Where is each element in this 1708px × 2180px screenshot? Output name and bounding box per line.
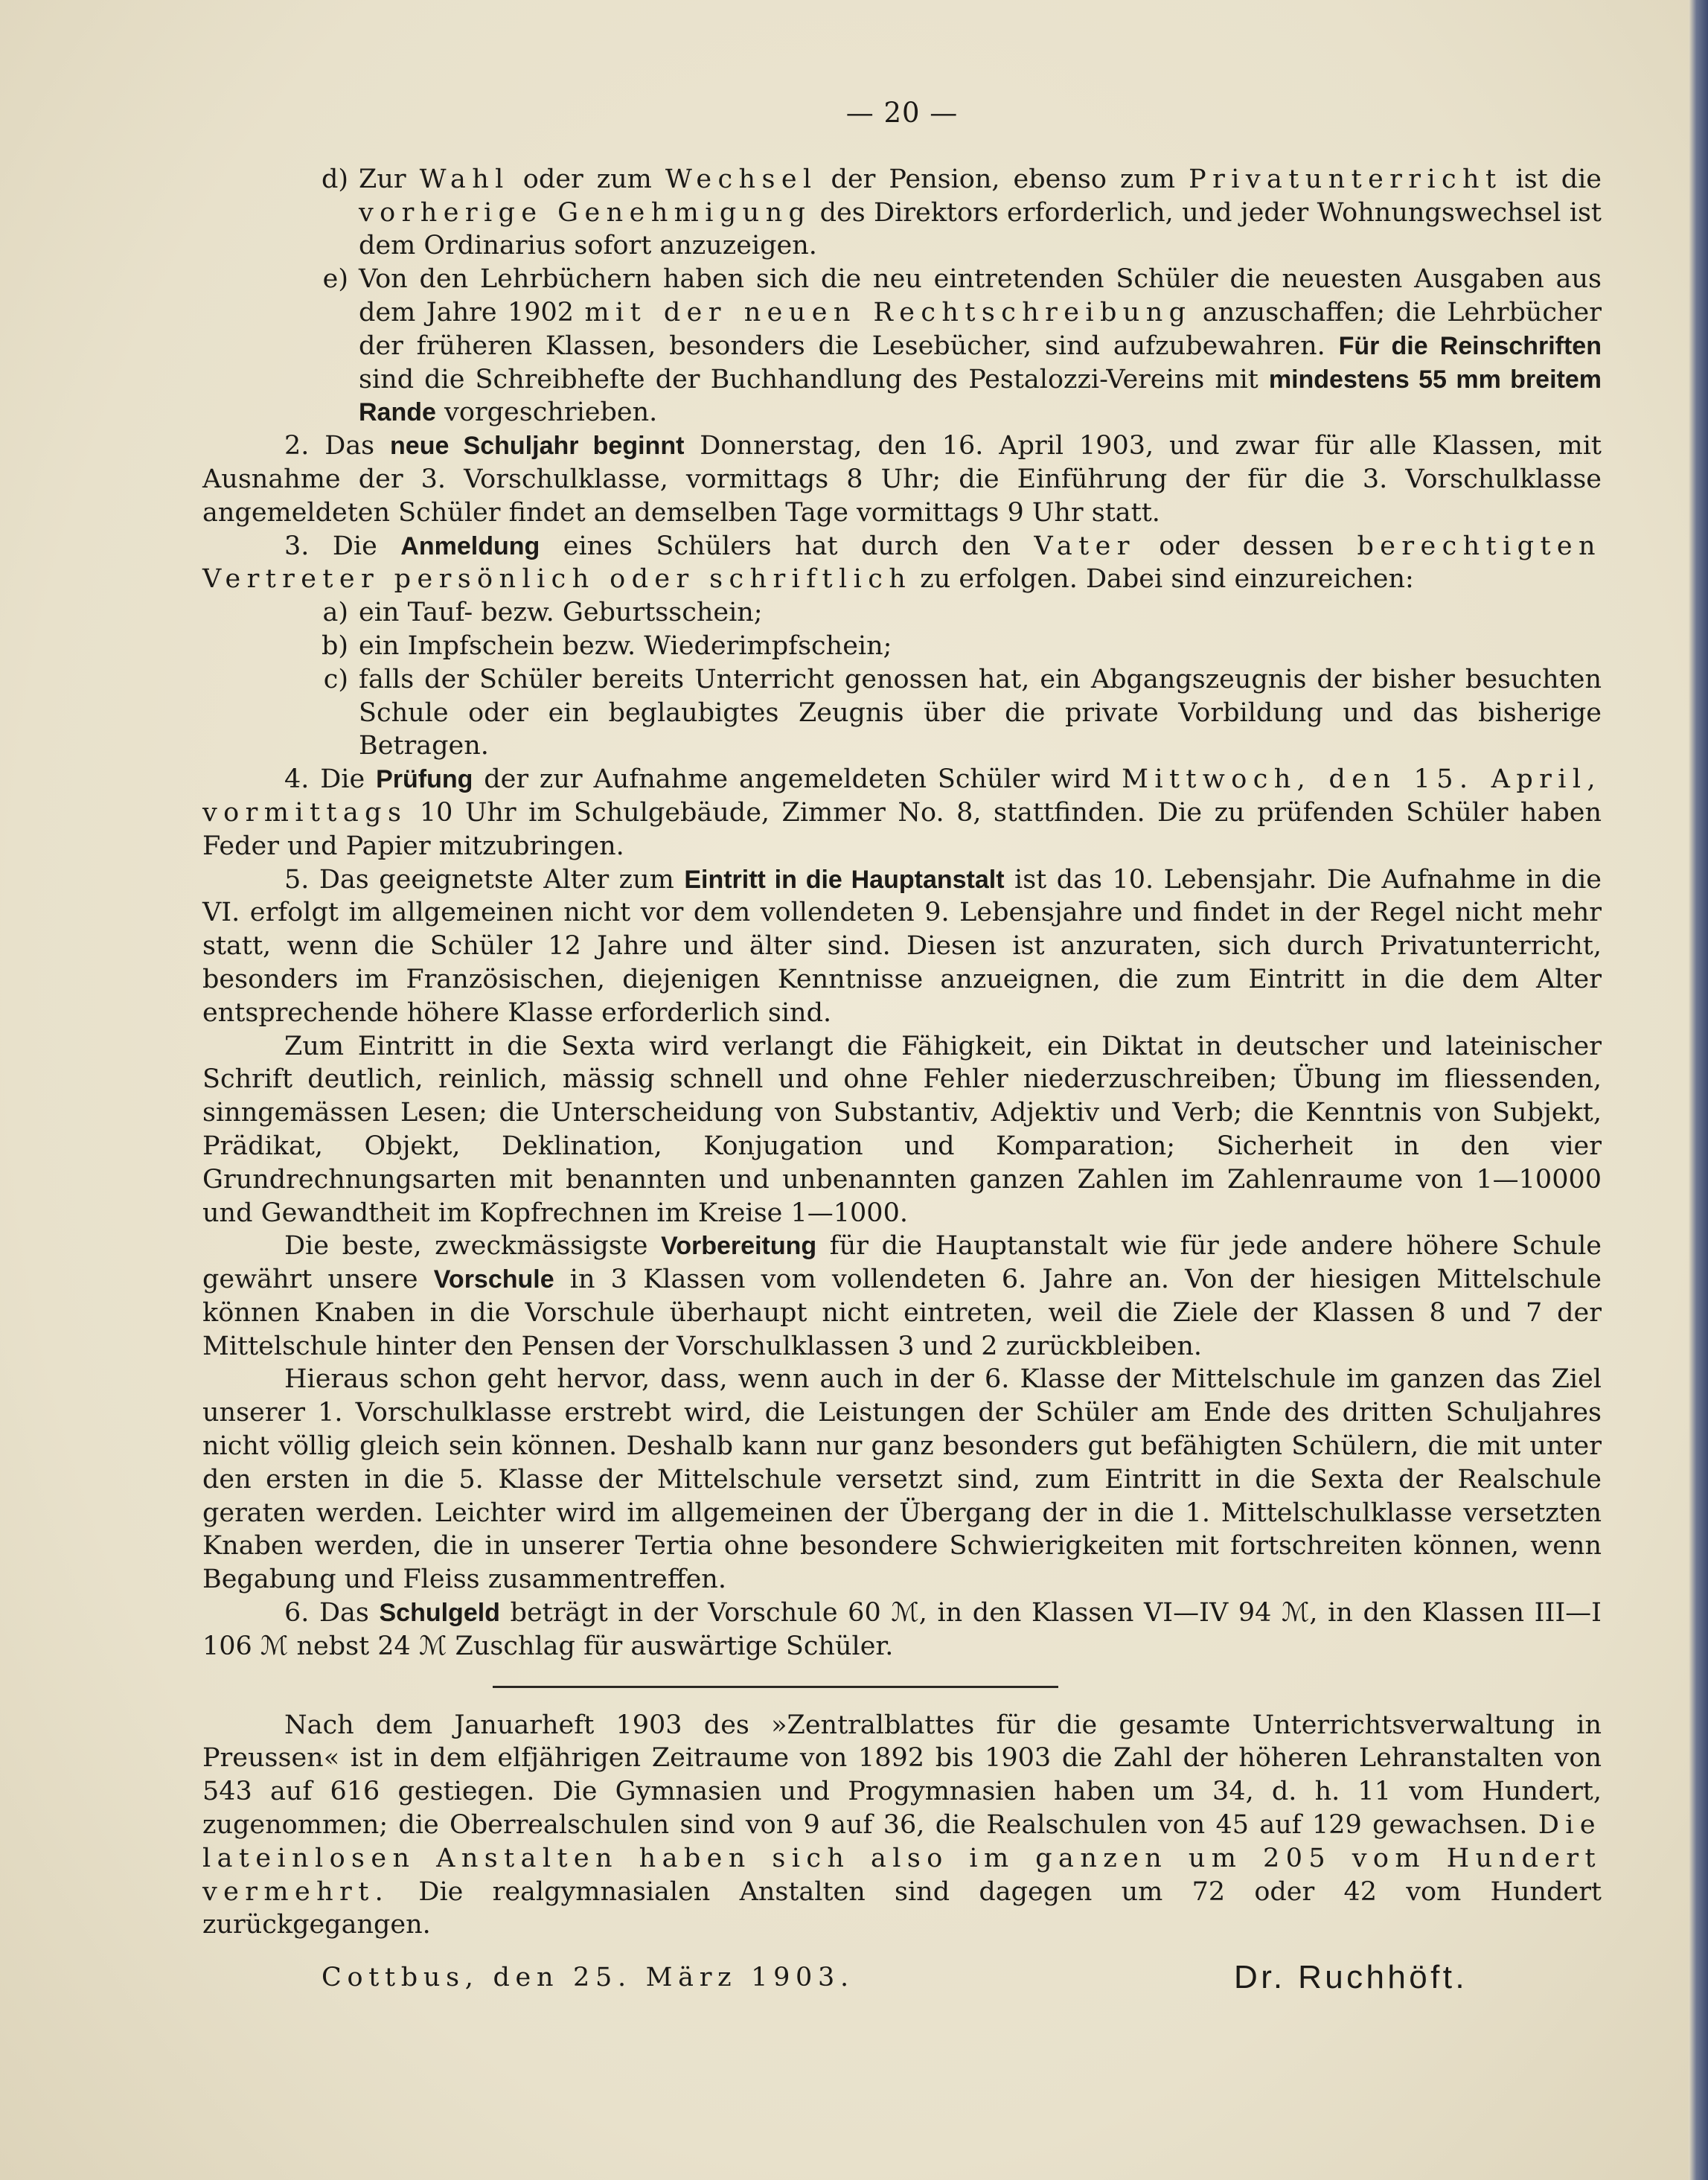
spaced-text: Vater	[1034, 531, 1136, 561]
text-run: für die Hauptanstalt wie für jede andere höhere Schule gewährt unsere	[202, 1231, 1602, 1295]
text-run: oder dessen	[1135, 531, 1357, 561]
list-item-text: ein Impfschein bezw. Wiederimpfschein;	[359, 630, 892, 661]
text-run: ist die	[1502, 164, 1602, 194]
list-item	[202, 630, 1602, 663]
bold-text: Vorschule	[433, 1265, 554, 1294]
list-item	[202, 663, 1602, 763]
list-item-text: falls der Schüler bereits Unterricht genossen hat, ein Abgangszeugnis der bisher besuchten Schule oder ein beglaubigtes Zeugnis über die private Vorbildung und das bisherige Betragen.	[359, 664, 1602, 761]
text-run: der zur Aufnahme angemeldeten Schüler wird	[473, 764, 1122, 795]
page-edge-shadow	[1689, 0, 1708, 2180]
list-item-text	[359, 263, 1602, 429]
bold-text: Eintritt in die Hauptanstalt	[684, 865, 1005, 894]
author-signature: Dr. Ruchhöft.	[1234, 1959, 1468, 1996]
list-marker: c)	[323, 664, 348, 694]
spaced-text: Mittwoch, den 15. April, vormittags	[202, 764, 1602, 828]
text-run: vorgeschrieben.	[435, 397, 658, 428]
list-marker: e)	[322, 264, 348, 295]
bold-text: Schulgeld	[379, 1599, 500, 1628]
text-run: beträgt in der Vorschule 60 ℳ, in den Klassen VI—IV 94 ℳ, in den Klassen III—I 106 ℳ nebst 24 ℳ Zuschlag für auswärtige Schüler.	[202, 1598, 1602, 1661]
list-marker: a)	[322, 598, 348, 628]
text-run: 5. Das geeignetste Alter zum	[284, 864, 685, 895]
spaced-text: Wahl	[419, 164, 510, 194]
bold-text: mindestens 55 mm breitem Rande	[359, 365, 1602, 427]
bold-text: Vorbereitung	[661, 1232, 817, 1261]
list-marker: b)	[321, 630, 348, 661]
page-number: — 20 —	[845, 97, 959, 129]
text-run: Die beste, zweckmässigste	[284, 1231, 662, 1262]
text-run: sind die Schreibhefte der Buchhandlung des Pestalozzi-Vereins mit	[359, 364, 1269, 394]
spaced-text: berechtigten Vertreter persönlich oder schriftlich	[202, 531, 1602, 595]
statistics-note	[202, 1709, 1602, 1943]
text-run: eines Schülers hat durch den	[540, 531, 1034, 561]
bold-text: Anmeldung	[400, 531, 540, 560]
section-3-registration	[202, 530, 1602, 597]
text-run: 3. Die	[284, 531, 401, 561]
text-run: ist das 10. Lebensjahr. Die Aufnahme in die VI. erfolgt im allgemeinen nicht vor dem vollendeten 9. Lebensjahre und findet in der Regel nicht mehr statt, wenn die Schüler 12 Jahre und älter sind. Diesen ist anzuraten, sich durch Privatunterricht, besonders im Französischen, diejenigen Kenntnisse anzueignen, die zum Eintritt in die dem Alter entsprechende höhere Klasse erforderlich sind.	[202, 864, 1602, 1028]
text-run: zu erfolgen. Dabei sind einzureichen:	[912, 564, 1414, 595]
section-5-transfer: Hieraus schon geht hervor, dass, wenn auch in der 6. Klasse der Mittelschule im ganzen das Ziel unserer 1. Vorschulklasse erstrebt wird, die Leistungen der Schüler am Ende des dritten Schuljahres nicht völlig gleich sein können. Deshalb kann nur ganz besonders gut befähigten Schülern, die mit unter den ersten in die 5. Klasse der Mittelschule versetzt sind, zum Eintritt in die Sexta der Realschule geraten werden. Leichter wird im allgemeinen der Übergang der in die 1. Mittelschulklasse versetzten Knaben werden, die in unserer Tertia ohne besondere Schwierigkeiten mit fortschreiten können, wenn Begabung und Fleiss zusammentreffen.	[202, 1364, 1602, 1595]
text-run: Die realgymnasialen Anstalten sind dagegen um 72 oder 42 vom Hundert zurückgegangen.	[202, 1876, 1602, 1940]
list-item	[202, 596, 1602, 630]
spaced-text: mit der neuen Rechtschreibung	[584, 297, 1192, 327]
text-run: des Direktors erforderlich, und jeder Wohnungswechsel ist dem Ordinarius sofort anzuzeigen.	[359, 197, 1602, 261]
list-item-text	[359, 163, 1602, 263]
section-5-preparation	[202, 1230, 1602, 1363]
bold-text: Prüfung	[376, 765, 473, 794]
text-run: der Pension, ebenso zum	[817, 164, 1189, 194]
text-run: 4. Die	[284, 764, 377, 795]
signature-row	[202, 1961, 1602, 1995]
document-body	[202, 97, 1602, 1995]
spaced-text: Privatunterricht	[1189, 164, 1503, 194]
divider-rule	[493, 1686, 1058, 1688]
text-run: 10 Uhr im Schulgebäude, Zimmer No. 8, stattfinden. Die zu prüfenden Schüler haben Feder und Papier mitzubringen.	[202, 797, 1602, 861]
text-run: anzuschaffen; die Lehrbücher der früheren Klassen, besonders die Lesebücher, sind aufzubewahren.	[359, 297, 1602, 361]
section-4-exam	[202, 763, 1602, 863]
spaced-text: vorherige Genehmigung	[359, 197, 812, 228]
section-5-requirements: Zum Eintritt in die Sexta wird verlangt die Fähigkeit, ein Diktat in deutscher und lateinischer Schrift deutlich, reinlich, mässig schnell und ohne Fehler niederzuschreiben; Übung im fliessenden, sinngemässen Lesen; die Unterscheidung von Substantiv, Adjektiv und Verb; die Kenntnis von Subjekt, Prädikat, Objekt, Deklination, Konjugation und Komparation; Sicherheit in den vier Grundrechnungsarten mit benannten und unbenannten ganzen Zahlen im Zahlenraume von 1—10000 und Gewandtheit im Kopfrechnen im Kreise 1—1000.	[202, 1031, 1602, 1228]
text-run: Von den Lehrbüchern haben sich die neu eintretenden Schüler die neuesten Ausgaben aus dem Jahre 1902	[359, 264, 1602, 327]
list-marker: d)	[321, 164, 348, 194]
section-2-school-year	[202, 429, 1602, 529]
section-5-admission-age	[202, 863, 1602, 1030]
text-run: oder zum	[509, 164, 665, 194]
place-date: Cottbus, den 25. März 1903.	[322, 1963, 854, 1993]
list-item-text: ein Tauf- bezw. Geburtsschein;	[359, 598, 763, 628]
text-run: 6. Das	[284, 1598, 380, 1628]
text-run: Donnerstag, den 16. April 1903, und zwar für alle Klassen, mit Ausnahme der 3. Vorschulklasse, vormittags 8 Uhr; die Einführung der für die 3. Vorschulklasse angemeldeten Schüler findet an demselben Tage vormittags 9 Uhr statt.	[202, 431, 1602, 528]
spaced-text: Die lateinlosen Anstalten haben sich also im ganzen um 205 vom Hundert vermehrt.	[202, 1810, 1602, 1907]
text-run: Zur	[359, 164, 420, 194]
text-run: Nach dem Januarheft 1903 des »Zentralblattes für die gesamte Unterrichtsverwaltung in Preussen« ist in dem elfjährigen Zeitraume von 1892 bis 1903 die Zahl der höheren Lehranstalten von 543 auf 616 gestiegen. Die Gymnasien und Progymnasien haben um 34, d. h. 11 vom Hundert, zugenommen; die Oberrealschulen sind von 9 auf 36, die Realschulen von 45 auf 129 gewachsen.	[202, 1710, 1602, 1841]
text-run: 2. Das	[284, 431, 391, 461]
rule-d	[202, 163, 1602, 263]
text-run: in 3 Klassen vom vollendeten 6. Jahre an. Von der hiesigen Mittelschule können Knaben in die Vorschule überhaupt nicht eintreten, weil die Ziele der Klassen 8 und 7 der Mittelschule hinter den Pensen der Vorschulklassen 3 und 2 zurückbleiben.	[202, 1265, 1602, 1361]
section-6-fees	[202, 1596, 1602, 1663]
rule-e	[202, 263, 1602, 429]
spaced-text: Wechsel	[665, 164, 818, 194]
bold-text: neue Schuljahr beginnt	[390, 432, 685, 461]
bold-text: Für die Reinschriften	[1338, 331, 1602, 360]
